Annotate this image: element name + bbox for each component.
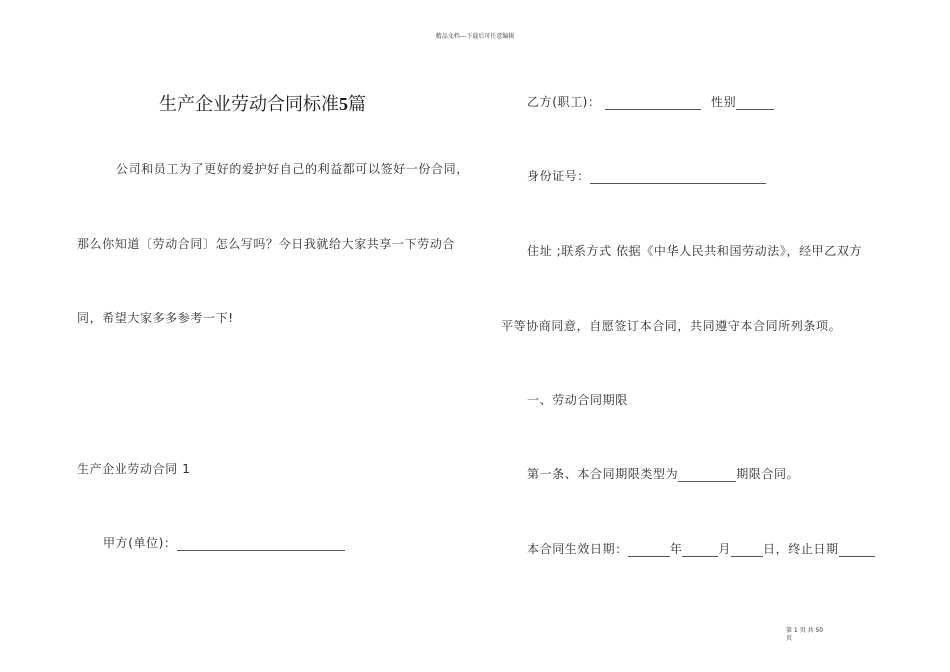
article-1-line <box>527 465 799 482</box>
month-blank <box>682 544 718 557</box>
id-label: 身份证号： <box>527 169 591 183</box>
article-1-blank <box>678 469 736 482</box>
intro-line-2: 那么你知道〔劳动合同〕怎么写吗？今日我就给大家共享一下劳动合 <box>77 237 456 251</box>
party-a-label: 甲方(单位)： <box>103 536 177 550</box>
title-suffix: 篇 <box>348 94 366 114</box>
year-label: 年 <box>669 542 683 556</box>
intro-line-3: 同，希望大家多多参考一下! <box>77 311 234 325</box>
id-blank <box>590 171 766 184</box>
party-b-label: 乙方(职工)： <box>527 95 601 109</box>
article-1-prefix: 第一条、本合同期限类型为 <box>527 467 679 481</box>
year-blank <box>628 544 670 557</box>
agreement-line: 平等协商同意，自愿签订本合同，共同遵守本合同所列条项。 <box>501 319 842 333</box>
day-end-label: 日，终止日期 <box>763 542 839 556</box>
party-b-blank <box>605 97 701 110</box>
article-1-suffix: 期限合同。 <box>736 467 800 481</box>
page-header-note: 精品文档---下载后可任意编辑 <box>435 33 515 40</box>
effective-date-line <box>527 540 875 557</box>
address-line: 住址 ;联系方式 依据《中华人民共和国劳动法》，经甲乙双方 <box>527 244 863 258</box>
effective-prefix: 本合同生效日期： <box>527 542 628 556</box>
document-title <box>159 90 366 116</box>
title-text: 生产企业劳动合同标准 <box>159 94 339 114</box>
section-1-heading: 一、劳动合同期限 <box>527 393 628 407</box>
party-b-line <box>527 93 774 110</box>
end-date-blank <box>839 544 875 557</box>
party-a-blank <box>177 538 345 551</box>
contract-heading: 生产企业劳动合同 1 <box>77 462 191 476</box>
month-label: 月 <box>718 542 732 556</box>
title-number: 5 <box>339 94 348 114</box>
intro-line-1: 公司和员工为了更好的爱护好自己的利益都可以签好一份合同， <box>116 162 469 176</box>
id-line <box>527 167 766 184</box>
gender-label: 性别 <box>711 95 737 109</box>
day-blank <box>731 544 763 557</box>
party-a-line <box>103 534 345 551</box>
page-footer-note: 第 1 页 共 50 页 <box>786 627 824 642</box>
gender-blank <box>736 97 774 110</box>
